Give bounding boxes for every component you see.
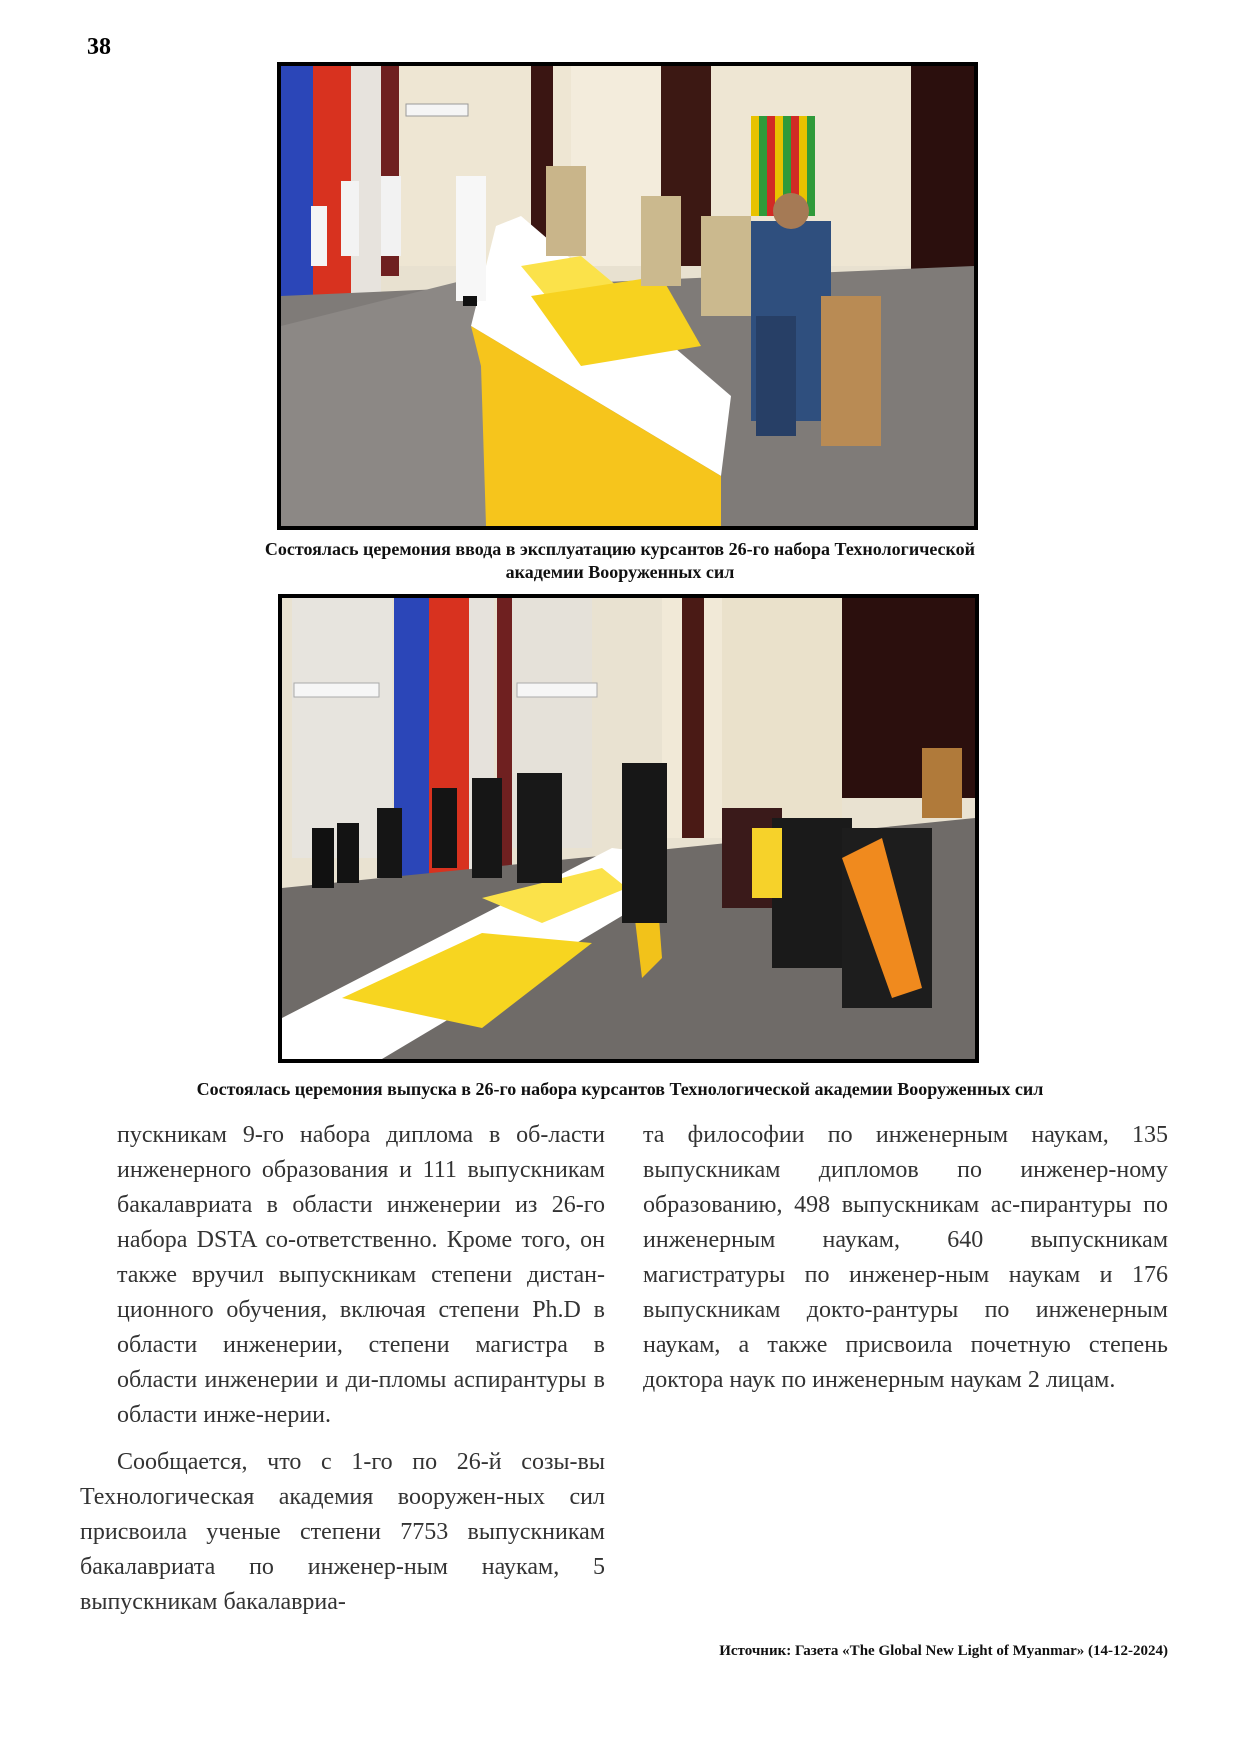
page-number: 38 [87,34,111,60]
article-paragraph: та философии по инженерным наукам, 135 выпускникам дипломов по инженер-ному образованию, 498 выпускникам ас-пирантуры по инженерным наукам, 640 выпускникам магистратуры по инженер-ным наукам и 176 выпускникам докто-рантуры по инженерным наукам, а также присвоила почетную степень доктора наук по инженерным наукам 2 лицам. [643,1122,1168,1393]
article-column-right [643,1118,1168,1398]
photo-graduation-image [282,598,975,1059]
caption-line-1: Состоялась церемония ввода в эксплуатацию курсантов 26-го набора Технологической [264,539,976,559]
photo-caption-graduation: Состоялась церемония выпуска в 26-го набора курсантов Технологической академии Вооруженных сил [196,1079,1044,1099]
photo-graduation-ceremony [278,594,979,1063]
article-paragraph: пускникам 9-го набора диплома в об-ласти инженерного образования и 111 выпускникам бакалавриата в области инженерии из 26-го набора DSTA со-ответственно. Кроме того, он также вручил выпускникам степени дистан-ционного обучения, включая степени Ph.D в области инженерии, степени магистра в области инженерии и ди-пломы аспирантуры в области инже-нерии. [117,1122,605,1428]
article-paragraph: Сообщается, что с 1-го по 26-й созы-вы Технологическая академия вооружен-ных сил присвоила ученые степени 7753 выпускникам бакалавриата по инженер-ным наукам, 5 выпускникам бакалавриа- [80,1449,605,1615]
article-column-left [80,1118,605,1620]
caption-line-2: академии Вооруженных сил [505,562,735,582]
photo-commissioning-image [281,66,974,526]
source-credit: Источник: Газета «The Global New Light of Myanmar» (14-12-2024) [719,1643,1168,1659]
photo-commissioning-ceremony [277,62,978,530]
photo-caption-commissioning [180,538,1060,584]
